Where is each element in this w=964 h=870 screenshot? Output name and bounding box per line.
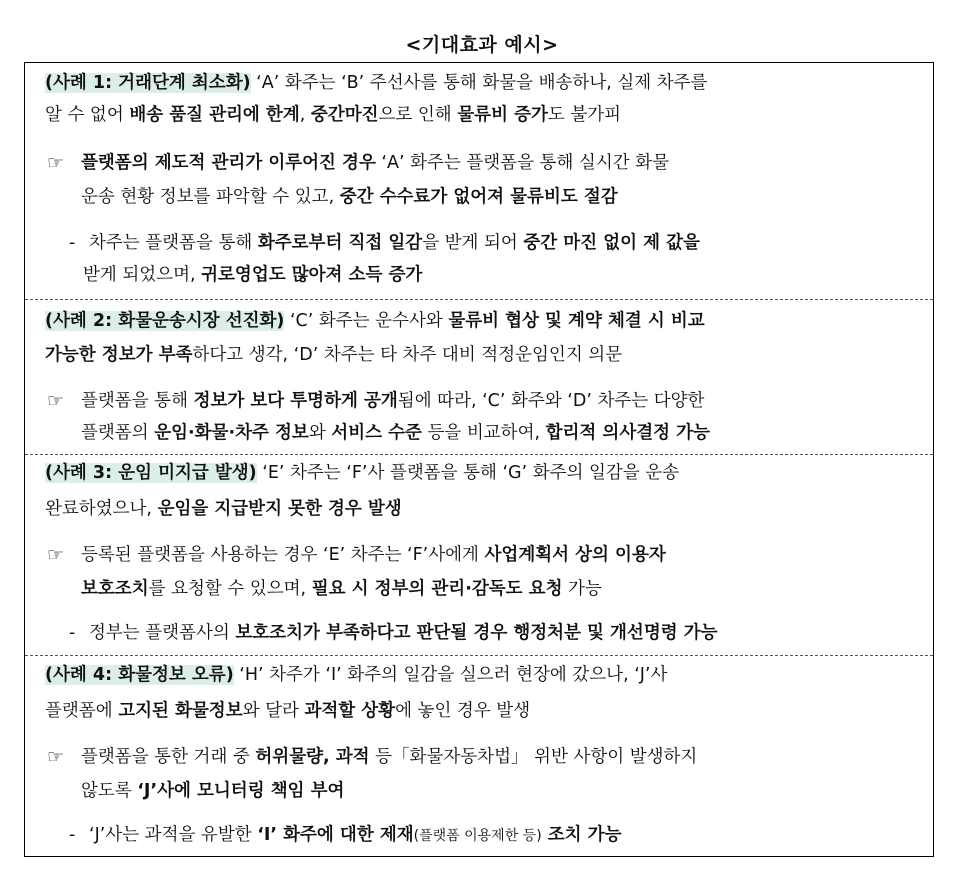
case-4-result-line-2: 않도록 ‘J’사에 모니터링 책임 부여: [81, 781, 345, 801]
page-title: <기대효과 예시>: [405, 34, 559, 56]
case-2-line-2: 가능한 정보가 부족하다고 생각, ‘D’ 차주는 타 차주 대비 적정운임인지 의문: [45, 345, 623, 365]
case-4-line-1: (사례 4: 화물정보 오류) ‘H’ 차주가 ‘I’ 화주의 일감을 실으러 현장에 갔으나, ‘J’사: [45, 665, 668, 685]
case-4-result-line-1: 플랫폼을 통한 거래 중 허위물량, 과적 등「화물자동차법」 위반 사항이 발생하지: [81, 747, 698, 767]
case-2-result-line-2: 플랫폼의 운임·화물·차주 정보와 서비스 수준 등을 비교하여, 합리적 의사결정 가능: [81, 423, 710, 443]
section-divider: [25, 655, 933, 656]
case-1-line-2: 알 수 없어 배송 품질 관리에 한계, 중간마진으로 인해 물류비 증가도 불가피: [45, 105, 622, 125]
case-1-detail-line-1: 차주는 플랫폼을 통해 화주로부터 직접 일감을 받게 되어 중간 마진 없이 제 값을: [89, 233, 700, 253]
pointing-hand-icon: ☞: [47, 152, 65, 174]
pointing-hand-icon: ☞: [47, 544, 65, 566]
case-3-line-1: (사례 3: 운임 미지급 발생) ‘E’ 차주는 ‘F’사 플랫폼을 통해 ‘G’ 화주의 일감을 운송: [45, 463, 680, 483]
case-1-result-line-1: 플랫폼의 제도적 관리가 이루어진 경우 ‘A’ 화주는 플랫폼을 통해 실시간 화물: [81, 153, 670, 173]
case-3-detail-line-1: 정부는 플랫폼사의 보호조치가 부족하다고 판단될 경우 행정처분 및 개선명령 가능: [89, 623, 718, 643]
dash-bullet: -: [69, 825, 76, 845]
case-1-line-1: (사례 1: 거래단계 최소화) ‘A’ 화주는 ‘B’ 주선사를 통해 화물을 배송하나, 실제 차주를: [45, 73, 708, 93]
section-divider: [25, 454, 933, 455]
pointing-hand-icon: ☞: [47, 746, 65, 768]
case-2-line-1: (사례 2: 화물운송시장 선진화) ‘C’ 화주는 운수사와 물류비 협상 및 계약 체결 시 비교: [45, 311, 705, 331]
pointing-hand-icon: ☞: [47, 390, 65, 412]
dash-bullet: -: [69, 623, 76, 643]
case-1-detail-line-2: 받게 되었으며, 귀로영업도 많아져 소득 증가: [83, 265, 423, 285]
case-4-detail-line-1: ‘J’사는 과적을 유발한 ‘I’ 화주에 대한 제재(플랫폼 이용제한 등) 조치 가능: [89, 825, 622, 845]
case-3-line-2: 완료하였으나, 운임을 지급받지 못한 경우 발생: [45, 499, 402, 519]
case-2-result-line-1: 플랫폼을 통해 정보가 보다 투명하게 공개됨에 따라, ‘C’ 화주와 ‘D’ 차주는 다양한: [81, 391, 705, 411]
section-divider: [25, 299, 933, 300]
case-4-line-2: 플랫폼에 고지된 화물정보와 달라 과적할 상황에 놓인 경우 발생: [45, 701, 531, 721]
case-2-label: (사례 2: 화물운송시장 선진화): [45, 311, 285, 331]
case-3-result-line-2: 보호조치를 요청할 수 있으며, 필요 시 정부의 관리·감독도 요청 가능: [81, 579, 602, 599]
case-3-label: (사례 3: 운임 미지급 발생): [45, 463, 257, 483]
case-4-label: (사례 4: 화물정보 오류): [45, 665, 234, 685]
case-1-result-line-2: 운송 현황 정보를 파악할 수 있고, 중간 수수료가 없어져 물류비도 절감: [81, 187, 618, 207]
dash-bullet: -: [69, 233, 76, 253]
case-3-result-line-1: 등록된 플랫폼을 사용하는 경우 ‘E’ 차주는 ‘F’사에게 사업계획서 상의 이용자: [81, 545, 666, 565]
examples-box: [24, 62, 934, 857]
case-1-label: (사례 1: 거래단계 최소화): [45, 73, 251, 93]
